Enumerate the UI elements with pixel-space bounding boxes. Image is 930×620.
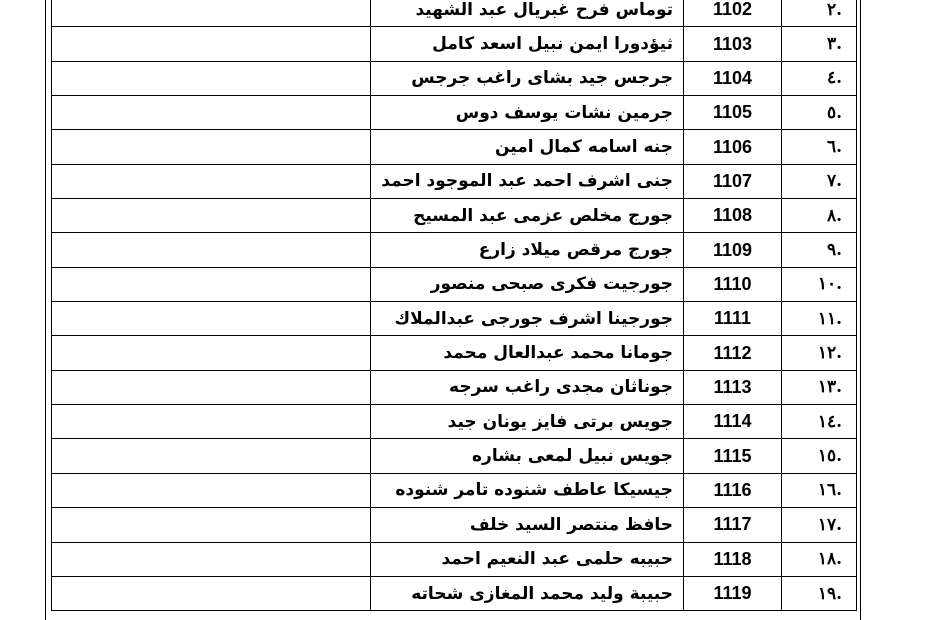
student-name-cell: جنى اشرف احمد عبد الموجود احمد — [371, 164, 684, 198]
empty-cell — [52, 96, 371, 130]
seat-number-cell: 1103 — [684, 27, 782, 61]
table-row — [52, 130, 857, 164]
row-number-cell: .١٠ — [782, 267, 857, 301]
seat-number-cell: 1112 — [684, 336, 782, 370]
student-name-cell: جويس برتى فايز يونان جيد — [371, 405, 684, 439]
row-number-cell: .٤ — [782, 61, 857, 95]
table-row — [52, 96, 857, 130]
table-row — [52, 542, 857, 576]
row-number-cell: .١١ — [782, 302, 857, 336]
empty-cell — [52, 61, 371, 95]
empty-cell — [52, 542, 371, 576]
table-row — [52, 508, 857, 542]
seat-number-cell: 1113 — [684, 370, 782, 404]
empty-cell — [52, 0, 371, 27]
student-name-cell: حبيبه حلمى عبد النعيم احمد — [371, 542, 684, 576]
row-number-cell: .٣ — [782, 27, 857, 61]
seat-number-cell: 1107 — [684, 164, 782, 198]
seat-number-cell: 1110 — [684, 267, 782, 301]
student-name-cell: جورجينا اشرف جورجى عبدالملاك — [371, 302, 684, 336]
table-row — [52, 576, 857, 610]
row-number-cell: .٢ — [782, 0, 857, 27]
empty-cell — [52, 130, 371, 164]
row-number-cell: .٧ — [782, 164, 857, 198]
student-name-cell: جومانا محمد عبدالعال محمد — [371, 336, 684, 370]
table-row — [52, 61, 857, 95]
empty-cell — [52, 576, 371, 610]
seat-number-cell: 1115 — [684, 439, 782, 473]
student-name-cell: جوناثان مجدى راغب سرجه — [371, 370, 684, 404]
student-name-cell: جرمين نشات يوسف دوس — [371, 96, 684, 130]
row-number-cell: .٥ — [782, 96, 857, 130]
row-number-cell: .١٩ — [782, 576, 857, 610]
empty-cell — [52, 27, 371, 61]
empty-cell — [52, 199, 371, 233]
table-row — [52, 233, 857, 267]
empty-cell — [52, 439, 371, 473]
page-border-right — [860, 0, 861, 620]
row-number-cell: .١٤ — [782, 405, 857, 439]
student-name-cell: حبيبة وليد محمد المغازى شحاته — [371, 576, 684, 610]
roster-body — [52, 0, 857, 611]
empty-cell — [52, 302, 371, 336]
table-row — [52, 302, 857, 336]
row-number-cell: .٨ — [782, 199, 857, 233]
row-number-cell: .١٨ — [782, 542, 857, 576]
seat-number-cell: 1111 — [684, 302, 782, 336]
seat-number-cell: 1116 — [684, 473, 782, 507]
table-row — [52, 267, 857, 301]
row-number-cell: .١٥ — [782, 439, 857, 473]
student-name-cell: ثيؤدورا ايمن نبيل اسعد كامل — [371, 27, 684, 61]
seat-number-cell: 1118 — [684, 542, 782, 576]
student-roster-table — [51, 0, 857, 611]
seat-number-cell: 1109 — [684, 233, 782, 267]
seat-number-cell: 1117 — [684, 508, 782, 542]
empty-cell — [52, 473, 371, 507]
table-row — [52, 370, 857, 404]
empty-cell — [52, 405, 371, 439]
table-row — [52, 199, 857, 233]
table-row — [52, 164, 857, 198]
seat-number-cell: 1102 — [684, 0, 782, 27]
seat-number-cell: 1114 — [684, 405, 782, 439]
row-number-cell: .١٢ — [782, 336, 857, 370]
student-name-cell: جرجس جيد بشاى راغب جرجس — [371, 61, 684, 95]
table-row — [52, 336, 857, 370]
seat-number-cell: 1106 — [684, 130, 782, 164]
student-name-cell: جيسيكا عاطف شنوده تامر شنوده — [371, 473, 684, 507]
table-row — [52, 439, 857, 473]
table-row — [52, 0, 857, 27]
empty-cell — [52, 508, 371, 542]
table-row — [52, 405, 857, 439]
student-name-cell: توماس فرح غبريال عبد الشهيد — [371, 0, 684, 27]
empty-cell — [52, 336, 371, 370]
empty-cell — [52, 267, 371, 301]
student-name-cell: جورج مرقص ميلاد زارع — [371, 233, 684, 267]
row-number-cell: .١٧ — [782, 508, 857, 542]
student-name-cell: جورج مخلص عزمى عبد المسيح — [371, 199, 684, 233]
row-number-cell: .٦ — [782, 130, 857, 164]
empty-cell — [52, 233, 371, 267]
row-number-cell: .١٦ — [782, 473, 857, 507]
row-number-cell: .١٣ — [782, 370, 857, 404]
student-name-cell: حافظ منتصر السيد خلف — [371, 508, 684, 542]
seat-number-cell: 1108 — [684, 199, 782, 233]
row-number-cell: .٩ — [782, 233, 857, 267]
student-name-cell: جنه اسامه كمال امين — [371, 130, 684, 164]
page-border-left — [45, 0, 46, 620]
seat-number-cell: 1119 — [684, 576, 782, 610]
empty-cell — [52, 370, 371, 404]
table-row — [52, 473, 857, 507]
empty-cell — [52, 164, 371, 198]
student-name-cell: جويس نبيل لمعى بشاره — [371, 439, 684, 473]
seat-number-cell: 1104 — [684, 61, 782, 95]
seat-number-cell: 1105 — [684, 96, 782, 130]
table-row — [52, 27, 857, 61]
student-name-cell: جورجيت فكرى صبحى منصور — [371, 267, 684, 301]
